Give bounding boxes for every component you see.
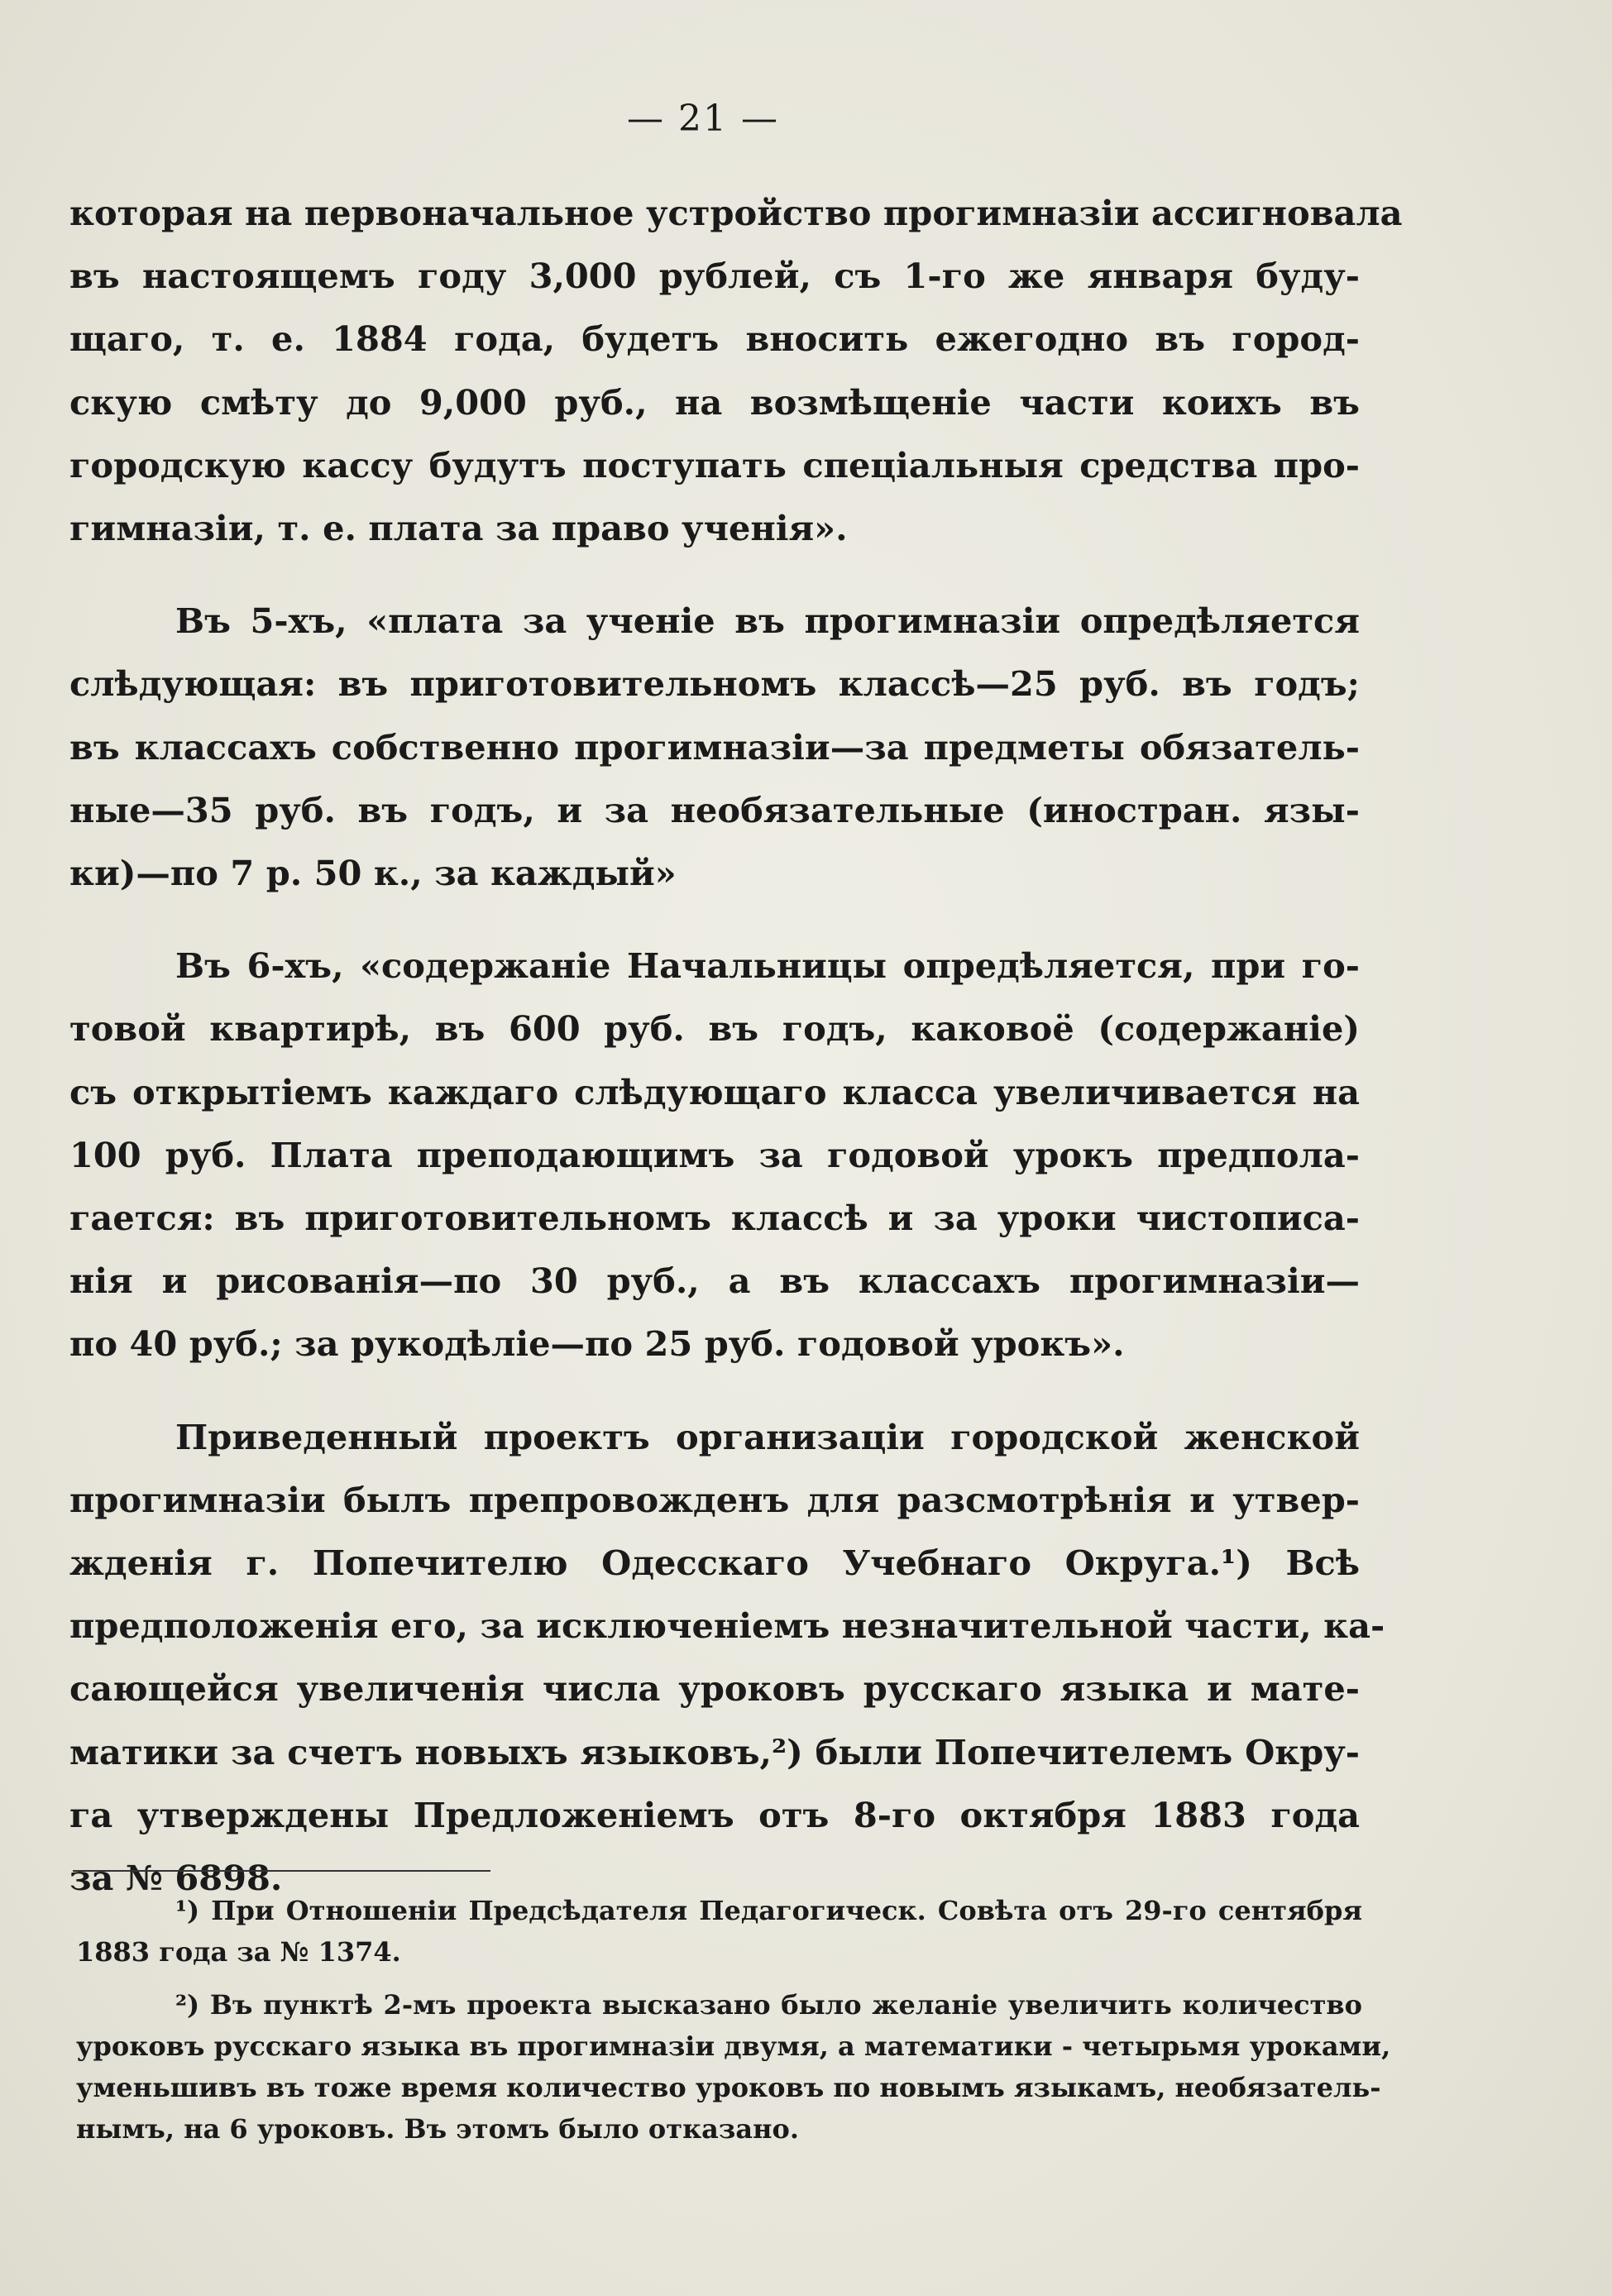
- text-line: Въ 5-хъ, «плата за ученіе въ прогимназіи опредѣляется: [175, 600, 1360, 642]
- main-text: [69, 182, 1403, 1910]
- text-line: 100 руб. Плата преподающимъ за годовой урокъ предпола-: [69, 1134, 1360, 1175]
- text-line: прогимназіи былъ препровожденъ для разсмотрѣнія и утвер-: [69, 1479, 1360, 1520]
- text-line: городскую кассу будутъ поступать спеціальныя средства про-: [69, 444, 1360, 486]
- paragraph: [69, 182, 1403, 560]
- text-line: съ открытіемъ каждаго слѣдующаго класса увеличивается на: [69, 1071, 1360, 1112]
- text-line: ные—35 руб. въ годъ, и за необязательные (иностран. язы-: [69, 789, 1360, 830]
- paragraph: [69, 1406, 1385, 1911]
- text-line: гимназіи, т. е. плата за право ученія».: [69, 508, 848, 549]
- text-line: жденія г. Попечителю Одесскаго Учебнаго Округа.¹) Всѣ: [69, 1543, 1360, 1584]
- text-line: сающейся увеличенія числа уроковъ русскаго языка и мате-: [69, 1668, 1360, 1710]
- text-line: щаго, т. е. 1884 года, будетъ вносить ежегодно въ город-: [69, 318, 1360, 360]
- footnote-divider: [73, 1870, 490, 1872]
- text-line: скую смѣту до 9,000 руб., на возмѣщеніе части коихъ въ: [69, 381, 1360, 423]
- text-line: по 40 руб.; за рукодѣліе—по 25 руб. годовой урокъ».: [69, 1323, 1125, 1365]
- text-line: предположенія его, за исключеніемъ незначительной части, ка-: [69, 1605, 1385, 1647]
- footnote-1: [76, 1890, 1362, 1973]
- text-line: въ классахъ собственно прогимназіи—за предметы обязатель-: [69, 726, 1360, 768]
- text-line: ки)—по 7 р. 50 к., за каждый»: [69, 853, 677, 894]
- footnote-line: ²) Въ пунктѣ 2-мъ проекта высказано было желаніе увеличить количество: [175, 1989, 1362, 2021]
- page-number: — 21 —: [627, 98, 779, 140]
- paragraph: [69, 590, 1360, 905]
- text-line: нія и рисованія—по 30 руб., а въ классахъ прогимназіи—: [69, 1260, 1360, 1302]
- text-line: га утверждены Предложеніемъ отъ 8-го октября 1883 года: [69, 1794, 1360, 1835]
- paragraph: [69, 935, 1360, 1375]
- footnote-line: уменьшивъ въ тоже время количество уроковъ по новымъ языкамъ, необязатель-: [76, 2072, 1381, 2103]
- footnotes: [76, 1890, 1391, 2150]
- footnote-line: 1883 года за № 1374.: [76, 1936, 401, 1968]
- text-line: гается: въ приготовительномъ классѣ и за уроки чистописа-: [69, 1198, 1360, 1239]
- text-line: Приведенный проектъ организаціи городской женской: [175, 1416, 1360, 1457]
- footnote-line: нымъ, на 6 уроковъ. Въ этомъ было отказано.: [76, 2113, 799, 2145]
- text-line: Въ 6-хъ, «содержаніе Начальницы опредѣляется, при го-: [175, 945, 1360, 987]
- text-line: товой квартирѣ, въ 600 руб. въ годъ, каковоё (содержаніе): [69, 1008, 1360, 1050]
- text-line: матики за счетъ новыхъ языковъ,²) были Попечителемъ Окру-: [69, 1731, 1360, 1772]
- footnote-line: ¹) При Отношеніи Предсѣдателя Педагогическ. Совѣта отъ 29-го сентября: [175, 1895, 1362, 1926]
- text-line: которая на первоначальное устройство прогимназіи ассигновала: [69, 193, 1403, 233]
- footnote-line: уроковъ русскаго языка въ прогимназіи двумя, а математики - четырьмя уроками,: [76, 2031, 1391, 2062]
- text-line: за № 6898.: [69, 1858, 283, 1899]
- text-line: въ настоящемъ году 3,000 рублей, съ 1-го же января буду-: [69, 256, 1360, 297]
- footnote-2: [76, 1984, 1391, 2150]
- text-line: слѣдующая: въ приготовительномъ классѣ—25 руб. въ годъ;: [69, 663, 1360, 705]
